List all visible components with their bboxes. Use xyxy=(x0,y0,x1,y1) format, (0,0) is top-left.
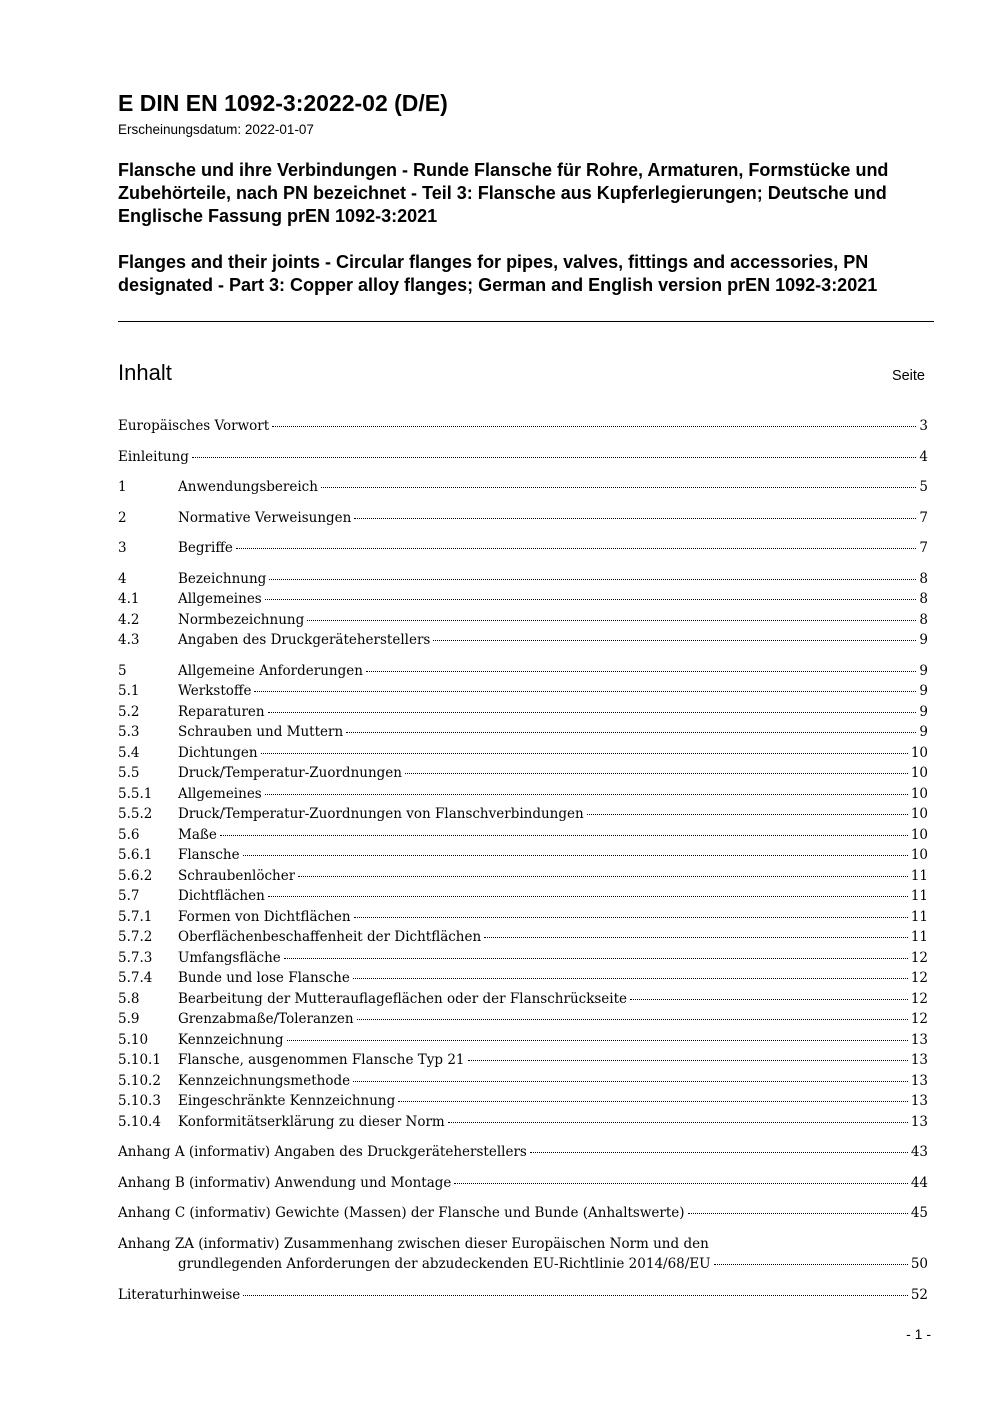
toc-entry-page: 11 xyxy=(910,867,928,884)
toc-entry[interactable] xyxy=(118,1112,930,1133)
toc-entry-label: Dichtungen xyxy=(178,744,258,761)
toc-entry-number: 5 xyxy=(118,662,127,679)
toc-heading: Inhalt xyxy=(118,360,172,385)
toc-entry[interactable] xyxy=(118,610,930,631)
toc-entry-page: 9 xyxy=(919,632,928,648)
toc-entry-label: Anhang A (informativ) Angaben des Druckgeräteherstellers xyxy=(118,1144,527,1160)
toc-entry-number: 4 xyxy=(118,570,127,587)
toc-entry[interactable] xyxy=(118,989,930,1010)
toc-entry-label: Konformitätserklärung zu dieser Norm xyxy=(178,1113,445,1130)
toc-entry[interactable] xyxy=(118,1009,930,1030)
toc-leader-dots xyxy=(287,1040,908,1041)
toc-entry[interactable] xyxy=(118,1173,930,1194)
toc-leader-dots xyxy=(284,958,908,959)
toc-leader-dots xyxy=(243,1295,908,1296)
toc-entry-label: Reparaturen xyxy=(178,703,265,720)
toc-entry-number: 5.5.1 xyxy=(118,785,153,802)
toc-entry-number: 4.1 xyxy=(118,591,140,607)
toc-entry-label: Allgemeines xyxy=(178,785,262,802)
toc-entry-label: Bezeichnung xyxy=(178,570,267,587)
toc-leader-dots xyxy=(236,548,917,549)
toc-entry-label: Druck/Temperatur-Zuordnungen xyxy=(178,765,402,781)
toc-leader-dots xyxy=(192,457,916,458)
toc-entry-page: 50 xyxy=(910,1256,928,1272)
document-title: E DIN EN 1092-3:2022-02 (D/E) xyxy=(118,90,448,116)
toc-entry-label: Anhang B (informativ) Anwendung und Montage xyxy=(118,1174,452,1191)
toc-entry-page: 10 xyxy=(910,744,928,761)
toc-entry[interactable] xyxy=(118,538,930,559)
toc-entry-number: 5.7.3 xyxy=(118,949,153,966)
toc-entry-label: Umfangsfläche xyxy=(178,949,281,966)
toc-entry[interactable] xyxy=(118,948,930,969)
toc-leader-dots xyxy=(220,835,908,836)
toc-entry-page: 3 xyxy=(919,418,928,434)
toc-leader-dots xyxy=(268,896,908,897)
toc-leader-dots xyxy=(484,937,908,938)
toc-leader-dots xyxy=(357,1019,908,1020)
toc-leader-dots xyxy=(265,599,917,600)
toc-entry-page: 12 xyxy=(910,970,928,986)
toc-entry-label: Dichtflächen xyxy=(178,888,265,904)
toc-entry[interactable] xyxy=(118,886,930,907)
toc-leader-dots xyxy=(269,579,916,580)
toc-entry[interactable] xyxy=(118,1234,930,1275)
table-of-contents xyxy=(118,416,930,1305)
toc-entry-page: 52 xyxy=(910,1286,928,1303)
toc-entry-number: 5.5.2 xyxy=(118,806,153,822)
toc-leader-dots xyxy=(405,773,908,774)
toc-entry[interactable] xyxy=(118,743,930,764)
toc-entry-page: 4 xyxy=(919,448,928,465)
toc-entry[interactable] xyxy=(118,763,930,784)
toc-entry[interactable] xyxy=(118,702,930,723)
toc-leader-dots xyxy=(243,855,908,856)
toc-leader-dots xyxy=(354,518,916,519)
toc-entry-page: 7 xyxy=(919,509,928,526)
toc-entry-label: Druck/Temperatur-Zuordnungen von Flanschverbindungen xyxy=(178,806,584,822)
toc-leader-dots xyxy=(530,1152,908,1153)
toc-entry-page: 11 xyxy=(910,888,928,904)
toc-entry-label: Normbezeichnung xyxy=(178,611,305,628)
toc-entry-label: Allgemeines xyxy=(178,591,262,607)
toc-entry[interactable] xyxy=(118,866,930,887)
toc-leader-dots xyxy=(448,1122,908,1123)
toc-entry-page: 45 xyxy=(910,1205,928,1221)
toc-entry-page: 5 xyxy=(919,479,928,495)
toc-entry-number: 5.10.4 xyxy=(118,1113,161,1130)
toc-entry-page: 10 xyxy=(910,765,928,781)
toc-entry-page: 9 xyxy=(919,683,928,699)
toc-leader-dots xyxy=(254,691,916,692)
toc-entry-label: Grenzabmaße/Toleranzen xyxy=(178,1011,354,1027)
toc-entry-page: 10 xyxy=(910,826,928,843)
toc-entry[interactable] xyxy=(118,722,930,743)
toc-entry-number: 5.4 xyxy=(118,744,140,761)
toc-entry-label: Eingeschränkte Kennzeichnung xyxy=(178,1093,396,1109)
toc-entry-label: Allgemeine Anforderungen xyxy=(178,662,363,679)
toc-entry-number: 4.3 xyxy=(118,632,140,648)
toc-entry-page: 8 xyxy=(919,611,928,628)
toc-entry[interactable] xyxy=(118,927,930,948)
toc-entry-label: Kennzeichnungsmethode xyxy=(178,1072,351,1089)
toc-entry-number: 5.7.1 xyxy=(118,908,153,925)
toc-entry-label: Normative Verweisungen xyxy=(178,509,352,526)
toc-entry-page: 7 xyxy=(919,540,928,556)
toc-entry-page: 13 xyxy=(910,1113,928,1130)
toc-entry[interactable] xyxy=(118,661,930,682)
toc-entry[interactable] xyxy=(118,416,930,437)
toc-entry-number: 5.2 xyxy=(118,703,140,720)
toc-leader-dots xyxy=(265,794,908,795)
toc-leader-dots xyxy=(468,1060,908,1061)
toc-leader-dots xyxy=(688,1213,908,1214)
toc-entry-page: 13 xyxy=(910,1031,928,1048)
toc-entry-label: Anhang C (informativ) Gewichte (Massen) der Flansche und Bunde (Anhaltswerte) xyxy=(118,1205,685,1221)
toc-entry-page: 12 xyxy=(910,949,928,966)
toc-entry-number: 5.8 xyxy=(118,990,140,1007)
toc-entry-label: Bunde und lose Flansche xyxy=(178,970,350,986)
toc-leader-dots xyxy=(398,1101,908,1102)
toc-entry[interactable] xyxy=(118,1030,930,1051)
toc-entry[interactable] xyxy=(118,447,930,468)
toc-entry-page: 10 xyxy=(910,785,928,802)
toc-entry[interactable] xyxy=(118,1142,930,1163)
toc-leader-dots xyxy=(321,487,916,488)
toc-leader-dots xyxy=(268,712,917,713)
toc-entry-label: Schraubenlöcher xyxy=(178,867,296,884)
toc-entry-number: 5.7.2 xyxy=(118,929,153,945)
toc-entry-number: 4.2 xyxy=(118,611,140,628)
toc-entry-page: 8 xyxy=(919,591,928,607)
toc-entry-number: 5.7.4 xyxy=(118,970,153,986)
toc-entry-label: Werkstoffe xyxy=(178,683,252,699)
toc-entry-page: 44 xyxy=(910,1174,928,1191)
toc-entry-page: 9 xyxy=(919,724,928,740)
toc-entry[interactable] xyxy=(118,804,930,825)
toc-entry-label: Anwendungsbereich xyxy=(178,479,318,495)
toc-entry-number: 5.6.2 xyxy=(118,867,153,884)
toc-entry-label: Schrauben und Muttern xyxy=(178,724,344,740)
toc-entry-label: Literaturhinweise xyxy=(118,1286,241,1303)
toc-leader-dots xyxy=(307,620,916,621)
toc-entry-number: 5.3 xyxy=(118,724,140,740)
toc-entry-page: 13 xyxy=(910,1072,928,1089)
toc-entry[interactable] xyxy=(118,907,930,928)
toc-page-column-label: Seite xyxy=(891,368,925,384)
toc-entry[interactable] xyxy=(118,845,930,866)
toc-entry[interactable] xyxy=(118,1091,930,1112)
toc-leader-dots xyxy=(587,814,908,815)
toc-entry-number: 5.10.1 xyxy=(118,1052,161,1068)
toc-entry-number: 5.6 xyxy=(118,826,140,843)
toc-entry-label: Bearbeitung der Mutterauflageflächen oder der Flanschrückseite xyxy=(178,990,628,1007)
toc-entry-label: Formen von Dichtflächen xyxy=(178,908,351,925)
toc-entry[interactable] xyxy=(118,1203,930,1224)
toc-entry[interactable] xyxy=(118,630,930,651)
toc-entry[interactable] xyxy=(118,681,930,702)
toc-leader-dots xyxy=(346,732,916,733)
toc-entry-number: 2 xyxy=(118,509,127,526)
toc-entry-label: Begriffe xyxy=(178,540,233,556)
toc-entry-page: 9 xyxy=(919,703,928,720)
toc-leader-dots xyxy=(366,671,916,672)
toc-entry-label: Flansche xyxy=(178,847,240,863)
toc-entry-page: 11 xyxy=(910,908,928,925)
toc-entry-number: 5.6.1 xyxy=(118,847,153,863)
toc-entry-page: 12 xyxy=(910,990,928,1007)
toc-entry-page: 13 xyxy=(910,1052,928,1068)
toc-leader-dots xyxy=(630,999,908,1000)
toc-leader-dots xyxy=(433,640,916,641)
page-number: - 1 - xyxy=(906,1326,931,1342)
toc-entry[interactable] xyxy=(118,1285,930,1306)
toc-entry[interactable] xyxy=(118,477,930,498)
toc-entry-label: Anhang ZA (informativ) Zusammenhang zwischen dieser Europäischen Norm und den xyxy=(118,1235,709,1252)
toc-entry-number: 5.10 xyxy=(118,1031,149,1048)
toc-entry-label: Einleitung xyxy=(118,448,189,465)
toc-leader-dots xyxy=(714,1264,908,1265)
header-divider xyxy=(118,321,934,322)
toc-entry-number: 5.10.3 xyxy=(118,1093,161,1109)
toc-entry-page: 10 xyxy=(910,847,928,863)
subtitle-english: Flanges and their joints - Circular flanges for pipes, valves, fittings and accessories, PN designated - Part 3: Copper alloy flanges; German and English version prEN 1092-3:2021 xyxy=(118,252,878,295)
toc-leader-dots xyxy=(261,753,908,754)
toc-entry-label-continued: grundlegenden Anforderungen der abzudeckenden EU-Richtlinie 2014/68/EU xyxy=(178,1256,711,1272)
toc-entry[interactable] xyxy=(118,825,930,846)
toc-leader-dots xyxy=(353,1081,908,1082)
toc-entry-number: 5.5 xyxy=(118,765,140,781)
toc-leader-dots xyxy=(272,426,916,427)
toc-entry-number: 1 xyxy=(118,479,127,495)
toc-entry-page: 13 xyxy=(910,1093,928,1109)
toc-entry-number: 5.1 xyxy=(118,683,140,699)
toc-entry-number: 5.10.2 xyxy=(118,1072,161,1089)
toc-entry-label: Maße xyxy=(178,826,217,843)
toc-leader-dots xyxy=(353,978,908,979)
toc-entry-page: 10 xyxy=(910,806,928,822)
toc-leader-dots xyxy=(454,1183,907,1184)
toc-entry-number: 5.7 xyxy=(118,888,140,904)
toc-entry-number: 3 xyxy=(118,540,127,556)
toc-entry-page: 11 xyxy=(910,929,928,945)
toc-entry[interactable] xyxy=(118,508,930,529)
toc-entry-label: Oberflächenbeschaffenheit der Dichtflächen xyxy=(178,929,482,945)
toc-entry-page: 43 xyxy=(910,1144,928,1160)
toc-entry[interactable] xyxy=(118,784,930,805)
toc-leader-dots xyxy=(298,876,908,877)
publication-date: Erscheinungsdatum: 2022-01-07 xyxy=(118,122,314,137)
toc-entry-label: Flansche, ausgenommen Flansche Typ 21 xyxy=(178,1052,465,1068)
toc-entry[interactable] xyxy=(118,569,930,590)
toc-entry-number: 5.9 xyxy=(118,1011,140,1027)
toc-entry[interactable] xyxy=(118,968,930,989)
toc-entry-label: Kennzeichnung xyxy=(178,1031,284,1048)
subtitle-german: Flansche und ihre Verbindungen - Runde Flansche für Rohre, Armaturen, Formstücke und Zubehörteile, nach PN bezeichnet - Teil 3: Flansche aus Kupferlegierungen; Deutsche und Englische Fassung prEN 1092-3:2021 xyxy=(118,160,889,226)
toc-entry-page: 12 xyxy=(910,1011,928,1027)
toc-leader-dots xyxy=(354,917,908,918)
toc-entry[interactable] xyxy=(118,589,930,610)
toc-entry-page: 8 xyxy=(919,570,928,587)
toc-entry-label: Europäisches Vorwort xyxy=(118,418,270,434)
toc-entry[interactable] xyxy=(118,1071,930,1092)
toc-entry-page: 9 xyxy=(919,662,928,679)
toc-entry[interactable] xyxy=(118,1050,930,1071)
toc-entry-label: Angaben des Druckgeräteherstellers xyxy=(178,632,431,648)
